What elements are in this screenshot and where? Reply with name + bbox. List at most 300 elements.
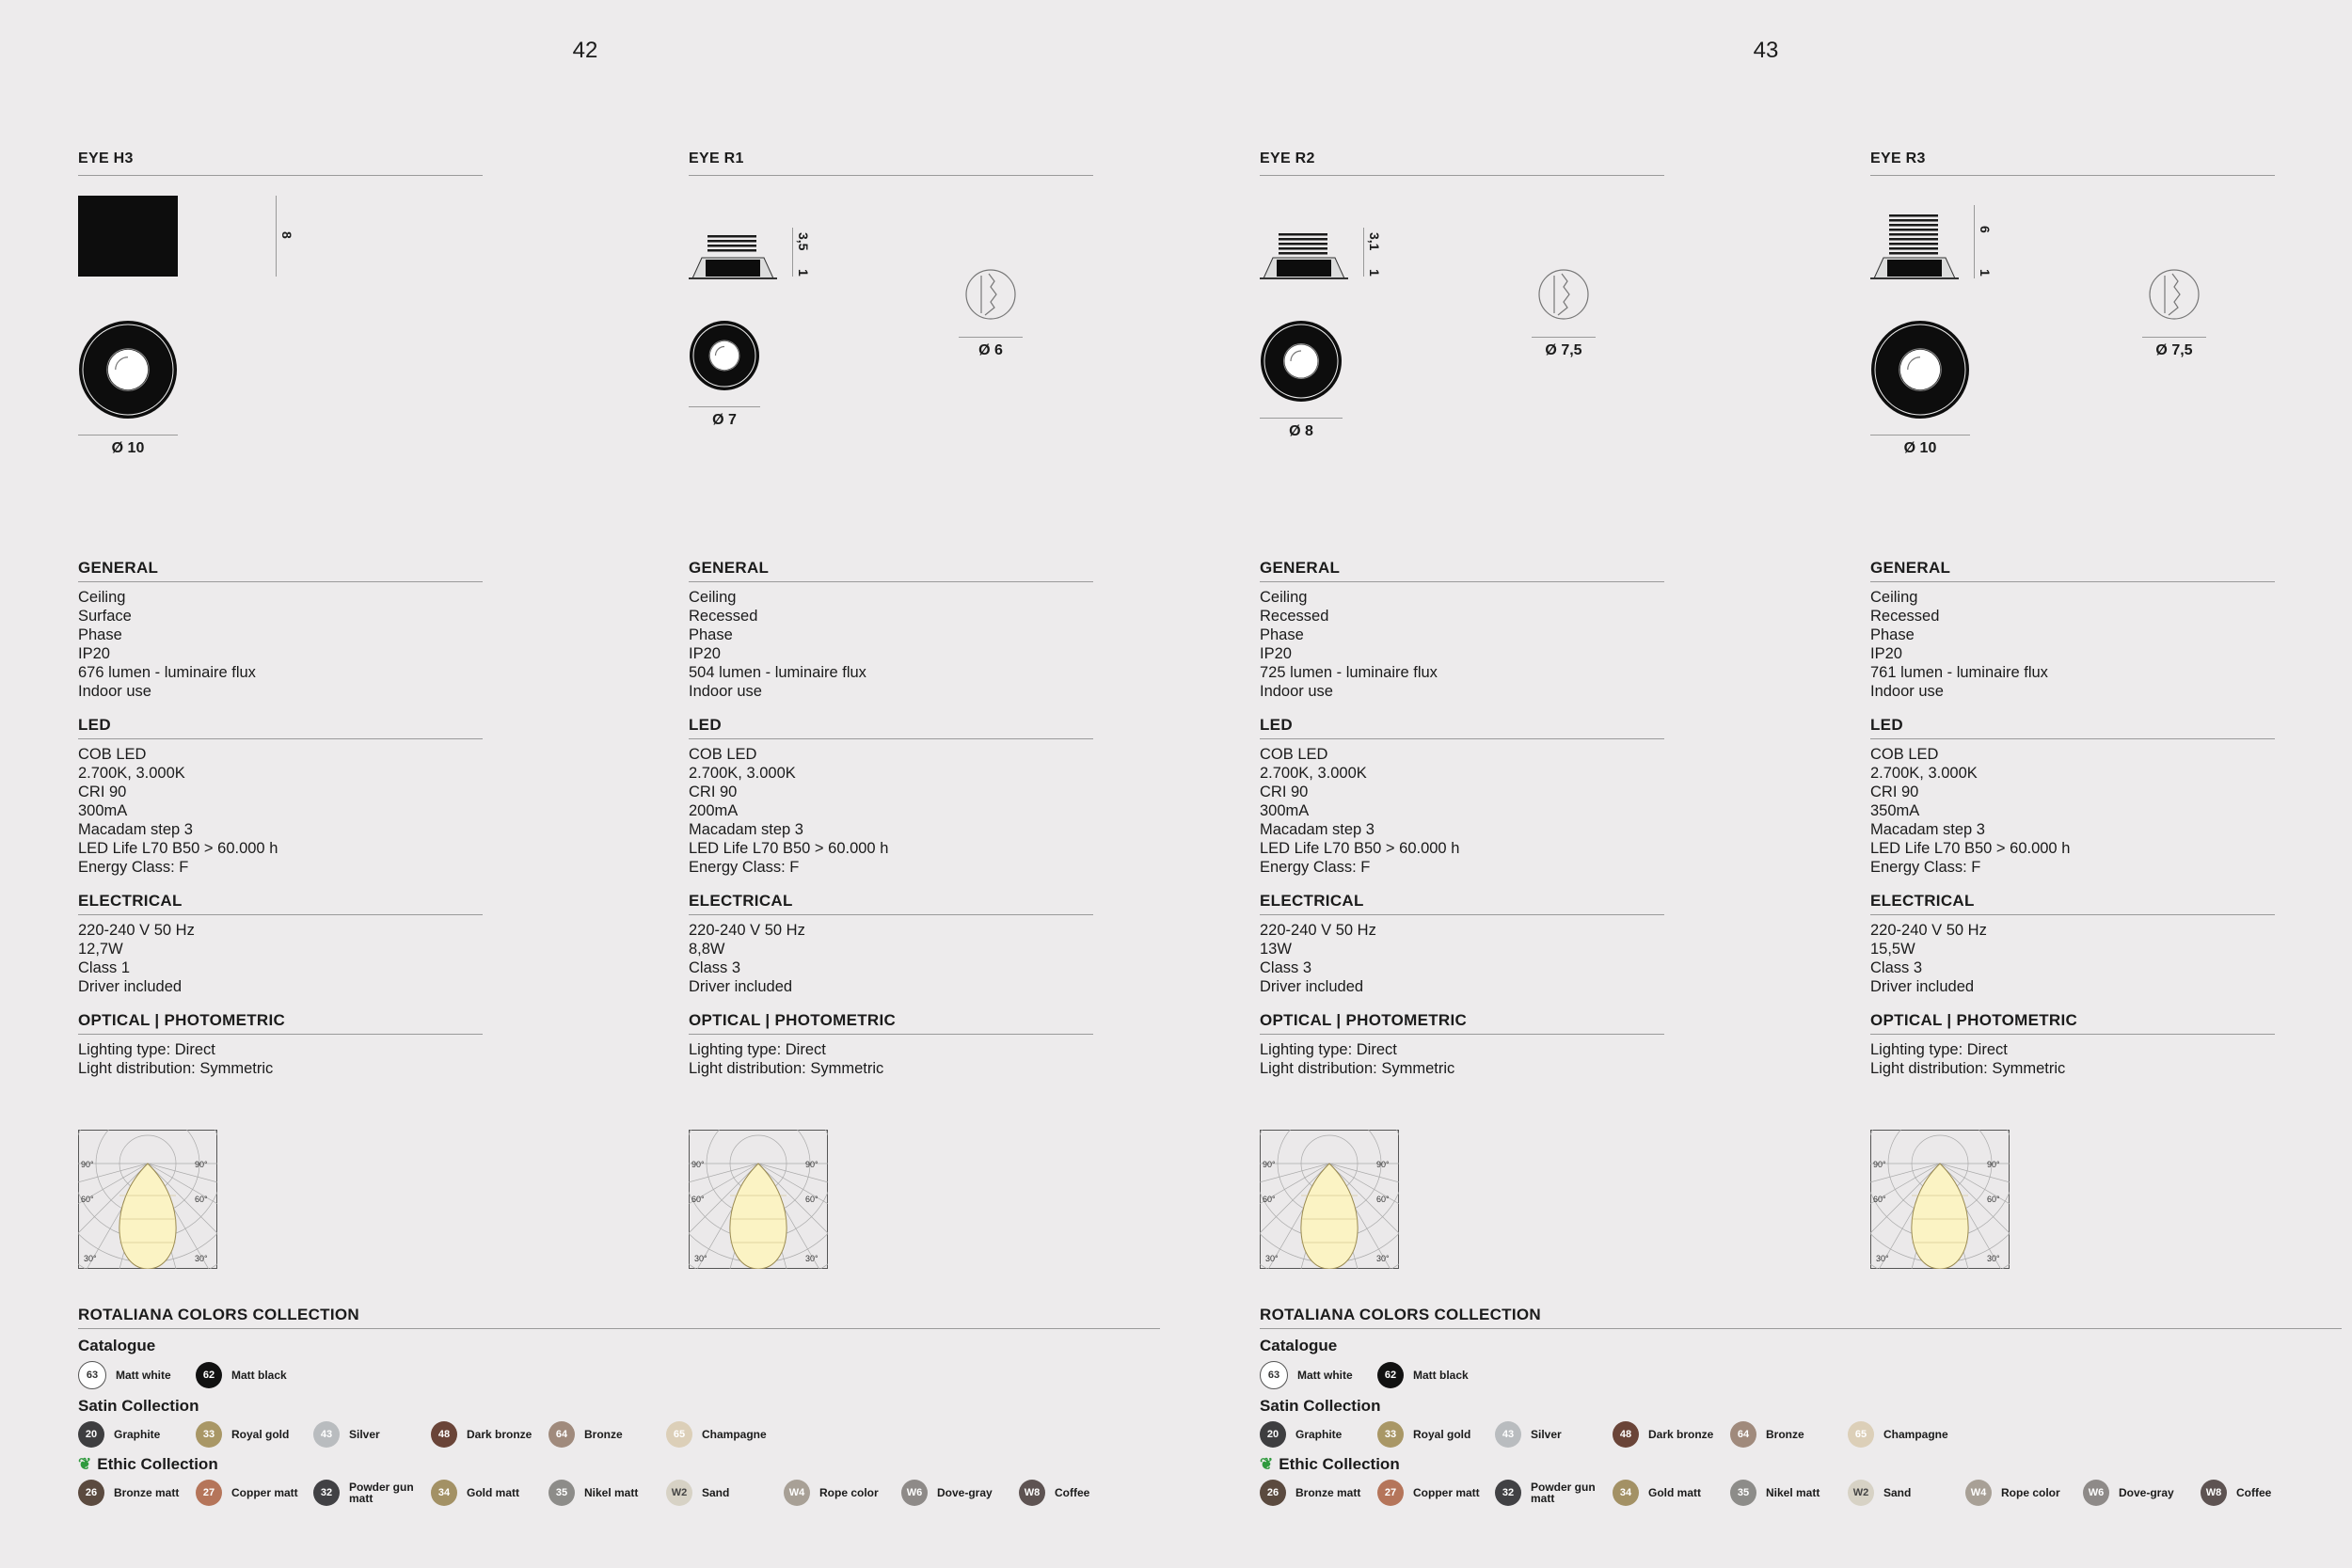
swatch-name: Bronze matt	[114, 1486, 180, 1499]
spec-line: Lighting type: Direct	[1870, 1041, 2008, 1058]
color-swatch	[78, 1421, 196, 1448]
swatch-circle: 27	[1377, 1480, 1404, 1506]
swatch-circle: 63	[1260, 1361, 1288, 1389]
spec-line: 220-240 V 50 Hz	[689, 922, 805, 939]
swatch-name: Royal gold	[1413, 1428, 1471, 1441]
polar-angle-label: 60°	[81, 1195, 94, 1204]
color-swatch	[1730, 1480, 1848, 1506]
dimension-line	[792, 228, 793, 277]
spec-line: Energy Class: F	[1260, 859, 1371, 876]
product-name: EYE H3	[78, 150, 483, 176]
spec-line: Ceiling	[78, 589, 126, 606]
polar-angle-label: 90°	[1873, 1160, 1886, 1169]
product-title-block	[78, 150, 483, 176]
spec-section-led	[78, 716, 483, 877]
swatch-circle: W2	[666, 1480, 692, 1506]
polar-angle-label: 30°	[84, 1254, 97, 1263]
height-dimension-label: 8	[279, 231, 294, 239]
front-view-drawing	[689, 320, 760, 396]
colors-collection-title: ROTALIANA COLORS COLLECTION	[78, 1306, 1160, 1329]
swatch-name: Champagne	[1883, 1428, 1948, 1441]
swatch-circle: 26	[78, 1480, 104, 1506]
product-name: EYE R1	[689, 150, 1093, 176]
height-dimension-label: 6	[1978, 226, 1993, 233]
photometric-polar-diagram	[1260, 1130, 1399, 1269]
spec-line: 12,7W	[78, 941, 123, 958]
swatch-name: Matt white	[116, 1369, 171, 1382]
spec-line: Driver included	[689, 978, 793, 995]
swatch-circle: 32	[1495, 1480, 1521, 1506]
spec-line: Light distribution: Symmetric	[689, 1060, 884, 1077]
swatch-name: Dark bronze	[1648, 1428, 1714, 1441]
section-heading: GENERAL	[1260, 559, 1664, 582]
swatch-circle: 33	[196, 1421, 222, 1448]
spec-line: Phase	[78, 626, 122, 643]
color-swatch	[1377, 1480, 1495, 1506]
polar-angle-label: 90°	[81, 1160, 94, 1169]
color-swatch	[78, 1480, 196, 1506]
spec-line: Driver included	[1870, 978, 1975, 995]
spec-line: 676 lumen - luminaire flux	[78, 664, 256, 681]
spec-section-electrical	[689, 892, 1093, 996]
height-dimension-label: 3,1	[1367, 232, 1382, 251]
swatch-circle: W4	[1965, 1480, 1992, 1506]
color-swatch	[1848, 1421, 1965, 1448]
color-swatch	[196, 1421, 313, 1448]
cutout-diameter-label: Ø 6	[959, 337, 1023, 359]
colors-section-right	[1260, 1306, 2342, 1506]
polar-angle-label: 60°	[691, 1195, 705, 1204]
specifications-block	[78, 559, 483, 1093]
diameter-label: Ø 7	[689, 406, 760, 429]
color-swatch	[431, 1480, 548, 1506]
color-swatch	[313, 1421, 431, 1448]
spec-line: 761 lumen - luminaire flux	[1870, 664, 2048, 681]
polar-angle-label: 90°	[1987, 1160, 2000, 1169]
spec-section-electrical	[1870, 892, 2275, 996]
swatch-circle: 20	[78, 1421, 104, 1448]
swatch-circle: 32	[313, 1480, 340, 1506]
color-swatch	[196, 1362, 313, 1388]
photometric-polar-diagram	[689, 1130, 828, 1269]
swatch-circle: 63	[78, 1361, 106, 1389]
side-view-drawing	[689, 235, 792, 287]
spec-line: Macadam step 3	[78, 821, 193, 838]
swatch-circle: 65	[1848, 1421, 1874, 1448]
spec-section-led	[1870, 716, 2275, 877]
spec-line: CRI 90	[689, 784, 738, 800]
spec-line: Indoor use	[1260, 683, 1333, 700]
ethic-collection-label	[1260, 1455, 2342, 1474]
dimension-line	[1363, 228, 1364, 277]
ethic-swatch-row	[1260, 1480, 2342, 1506]
catalogue-label: Catalogue	[1260, 1337, 1338, 1354]
swatch-name: Bronze	[1766, 1428, 1804, 1441]
section-heading: GENERAL	[689, 559, 1093, 582]
collection-label-text: Ethic Collection	[97, 1455, 218, 1473]
spec-section-general	[1260, 559, 1664, 701]
section-heading: GENERAL	[78, 559, 483, 582]
swatch-name: Silver	[1531, 1428, 1562, 1441]
swatch-name: Powder gun matt	[349, 1481, 414, 1505]
product-title-block	[689, 150, 1093, 176]
specifications-block	[689, 559, 1093, 1093]
cutout-diameter-label: Ø 7,5	[2142, 337, 2206, 359]
spec-line: Light distribution: Symmetric	[1260, 1060, 1455, 1077]
color-swatch	[1495, 1421, 1613, 1448]
swatch-name: Nikel matt	[1766, 1486, 1820, 1499]
swatch-circle: W2	[1848, 1480, 1874, 1506]
cutout-hole-icon	[964, 268, 1017, 325]
swatch-circle: W8	[1019, 1480, 1045, 1506]
photometric-polar-diagram	[1870, 1130, 2010, 1269]
cutout-hole-icon	[1537, 268, 1590, 325]
color-swatch	[1019, 1480, 1136, 1506]
spec-line: COB LED	[1260, 746, 1328, 763]
polar-angle-label: 30°	[1376, 1254, 1390, 1263]
swatch-circle: W4	[784, 1480, 810, 1506]
polar-angle-label: 30°	[1876, 1254, 1889, 1263]
colors-section-left	[78, 1306, 1160, 1506]
spec-line: Phase	[689, 626, 733, 643]
section-heading: ELECTRICAL	[1260, 892, 1664, 915]
swatch-name: Bronze	[584, 1428, 623, 1441]
swatch-circle: 33	[1377, 1421, 1404, 1448]
swatch-circle: 65	[666, 1421, 692, 1448]
color-swatch	[313, 1480, 431, 1506]
spec-line: 725 lumen - luminaire flux	[1260, 664, 1438, 681]
spec-line: Macadam step 3	[689, 821, 803, 838]
spec-line: LED Life L70 B50 > 60.000 h	[1870, 840, 2071, 857]
color-swatch	[2201, 1480, 2318, 1506]
satin-swatch-row	[1260, 1421, 2342, 1448]
front-view-drawing	[1260, 320, 1343, 407]
satin-collection-label	[1260, 1397, 2342, 1416]
swatch-name: Copper matt	[231, 1486, 298, 1499]
color-swatch	[1260, 1421, 1377, 1448]
swatch-circle: 43	[313, 1421, 340, 1448]
catalogue-swatch-row	[78, 1361, 1160, 1389]
swatch-circle: 48	[431, 1421, 457, 1448]
color-swatch	[78, 1361, 196, 1389]
spec-line: 350mA	[1870, 802, 1920, 819]
colors-collection-title: ROTALIANA COLORS COLLECTION	[1260, 1306, 2342, 1329]
spec-line: 2.700K, 3.000K	[78, 765, 185, 782]
section-heading: OPTICAL | PHOTOMETRIC	[1870, 1011, 2275, 1035]
color-swatch	[1260, 1361, 1377, 1389]
spec-line: 300mA	[1260, 802, 1310, 819]
spec-line: Ceiling	[689, 589, 737, 606]
spec-line: IP20	[1260, 645, 1292, 662]
swatch-name: Nikel matt	[584, 1486, 639, 1499]
color-swatch	[1848, 1480, 1965, 1506]
swatch-name: Matt black	[231, 1369, 287, 1382]
swatch-name: Graphite	[114, 1428, 161, 1441]
swatch-name: Dark bronze	[467, 1428, 532, 1441]
spec-line: 2.700K, 3.000K	[1260, 765, 1367, 782]
swatch-circle: 48	[1613, 1421, 1639, 1448]
color-swatch	[901, 1480, 1019, 1506]
swatch-circle: W8	[2201, 1480, 2227, 1506]
swatch-circle: 20	[1260, 1421, 1286, 1448]
polar-angle-label: 90°	[805, 1160, 818, 1169]
front-view-drawing	[78, 320, 178, 424]
spec-line: Indoor use	[689, 683, 762, 700]
swatch-circle: 27	[196, 1480, 222, 1506]
product-title-block	[1870, 150, 2275, 176]
spec-line: 200mA	[689, 802, 739, 819]
spec-line: Indoor use	[78, 683, 151, 700]
spec-line: COB LED	[689, 746, 757, 763]
flange-dimension-label: 1	[1978, 269, 1993, 277]
swatch-circle: 64	[548, 1421, 575, 1448]
polar-angle-label: 60°	[195, 1195, 208, 1204]
color-swatch	[666, 1480, 784, 1506]
spec-line: Recessed	[1870, 608, 1940, 625]
polar-angle-label: 90°	[1376, 1160, 1390, 1169]
color-swatch	[548, 1480, 666, 1506]
spec-line: Class 1	[78, 959, 131, 976]
swatch-name: Rope color	[819, 1486, 879, 1499]
spec-line: 2.700K, 3.000K	[689, 765, 796, 782]
spec-line: Phase	[1260, 626, 1304, 643]
spec-line: CRI 90	[78, 784, 127, 800]
page-number-left: 42	[572, 38, 598, 63]
spec-line: 300mA	[78, 802, 128, 819]
spec-line: 2.700K, 3.000K	[1870, 765, 1978, 782]
catalogue-label: Catalogue	[78, 1337, 156, 1354]
swatch-circle: 34	[431, 1480, 457, 1506]
section-heading: OPTICAL | PHOTOMETRIC	[1260, 1011, 1664, 1035]
polar-angle-label: 60°	[1263, 1195, 1276, 1204]
spec-line: Energy Class: F	[1870, 859, 1981, 876]
spec-line: Energy Class: F	[78, 859, 189, 876]
spec-line: COB LED	[1870, 746, 1939, 763]
diameter-label: Ø 10	[78, 435, 178, 457]
flange-dimension-label: 1	[796, 269, 811, 277]
swatch-name: Champagne	[702, 1428, 767, 1441]
section-heading: LED	[1870, 716, 2275, 739]
spec-line: 504 lumen - luminaire flux	[689, 664, 866, 681]
leaf-icon: ❦	[1260, 1455, 1274, 1473]
section-heading: ELECTRICAL	[1870, 892, 2275, 915]
swatch-name: Sand	[702, 1486, 730, 1499]
swatch-name: Gold matt	[467, 1486, 519, 1499]
color-swatch	[1377, 1362, 1495, 1388]
spec-line: 15,5W	[1870, 941, 1915, 958]
section-heading: OPTICAL | PHOTOMETRIC	[78, 1011, 483, 1035]
spec-line: Phase	[1870, 626, 1915, 643]
page-number-right: 43	[1753, 38, 1779, 63]
section-heading: OPTICAL | PHOTOMETRIC	[689, 1011, 1093, 1035]
spec-section-optical	[1260, 1011, 1664, 1078]
color-swatch	[2083, 1480, 2201, 1506]
swatch-name: Powder gun matt	[1531, 1481, 1596, 1505]
spec-section-optical	[1870, 1011, 2275, 1078]
section-heading: LED	[689, 716, 1093, 739]
polar-angle-label: 30°	[1987, 1254, 2000, 1263]
spec-line: Class 3	[689, 959, 741, 976]
spec-line: IP20	[78, 645, 110, 662]
spec-line: Driver included	[78, 978, 183, 995]
spec-section-general	[1870, 559, 2275, 701]
polar-angle-label: 90°	[1263, 1160, 1276, 1169]
specifications-block	[1870, 559, 2275, 1093]
swatch-circle: 43	[1495, 1421, 1521, 1448]
polar-angle-label: 60°	[1987, 1195, 2000, 1204]
swatch-name: Rope color	[2001, 1486, 2060, 1499]
color-swatch	[1613, 1421, 1730, 1448]
color-swatch	[1730, 1421, 1848, 1448]
swatch-circle: 62	[196, 1362, 222, 1388]
spec-line: COB LED	[78, 746, 147, 763]
spec-line: Class 3	[1260, 959, 1312, 976]
spec-line: 8,8W	[689, 941, 725, 958]
product-title-block	[1260, 150, 1664, 176]
swatch-circle: W6	[901, 1480, 928, 1506]
color-swatch	[784, 1480, 901, 1506]
polar-angle-label: 60°	[805, 1195, 818, 1204]
spec-line: Ceiling	[1260, 589, 1308, 606]
swatch-name: Gold matt	[1648, 1486, 1701, 1499]
spec-section-led	[1260, 716, 1664, 877]
spec-line: Recessed	[689, 608, 758, 625]
spec-line: 220-240 V 50 Hz	[1260, 922, 1376, 939]
spec-section-optical	[689, 1011, 1093, 1078]
cutout-hole-icon	[2148, 268, 2201, 325]
swatch-circle: 35	[548, 1480, 575, 1506]
section-heading: LED	[1260, 716, 1664, 739]
collection-label-text: Satin Collection	[1260, 1397, 1381, 1415]
spec-line: 13W	[1260, 941, 1292, 958]
swatch-name: Dove-gray	[937, 1486, 993, 1499]
spec-line: LED Life L70 B50 > 60.000 h	[689, 840, 889, 857]
color-swatch	[548, 1421, 666, 1448]
front-view-drawing	[1870, 320, 1970, 424]
swatch-name: Coffee	[1055, 1486, 1090, 1499]
polar-angle-label: 30°	[1265, 1254, 1279, 1263]
swatch-circle: 62	[1377, 1362, 1404, 1388]
swatch-name: Bronze matt	[1295, 1486, 1361, 1499]
section-heading: ELECTRICAL	[689, 892, 1093, 915]
collection-label-text: Ethic Collection	[1279, 1455, 1400, 1473]
spec-line: CRI 90	[1260, 784, 1309, 800]
swatch-name: Silver	[349, 1428, 380, 1441]
section-heading: ELECTRICAL	[78, 892, 483, 915]
swatch-name: Coffee	[2236, 1486, 2272, 1499]
swatch-circle: 26	[1260, 1480, 1286, 1506]
spec-line: LED Life L70 B50 > 60.000 h	[78, 840, 278, 857]
leaf-icon: ❦	[78, 1455, 92, 1473]
spec-section-optical	[78, 1011, 483, 1078]
spec-section-electrical	[1260, 892, 1664, 996]
spec-line: Energy Class: F	[689, 859, 800, 876]
spec-line: Class 3	[1870, 959, 1923, 976]
swatch-name: Graphite	[1295, 1428, 1343, 1441]
swatch-circle: 34	[1613, 1480, 1639, 1506]
spec-line: Indoor use	[1870, 683, 1944, 700]
cutout-diameter-label: Ø 7,5	[1532, 337, 1596, 359]
flange-dimension-label: 1	[1367, 269, 1382, 277]
height-dimension-label: 3,5	[796, 232, 811, 251]
polar-angle-label: 30°	[694, 1254, 707, 1263]
polar-angle-label: 30°	[195, 1254, 208, 1263]
polar-angle-label: 30°	[805, 1254, 818, 1263]
side-view-drawing	[78, 194, 182, 283]
swatch-name: Dove-gray	[2119, 1486, 2174, 1499]
swatch-name: Sand	[1883, 1486, 1912, 1499]
spec-line: IP20	[1870, 645, 1902, 662]
dimension-line	[1974, 205, 1975, 278]
polar-angle-label: 90°	[691, 1160, 705, 1169]
spec-line: Macadam step 3	[1870, 821, 1985, 838]
spec-line: Macadam step 3	[1260, 821, 1375, 838]
polar-angle-label: 60°	[1873, 1195, 1886, 1204]
color-swatch	[1260, 1480, 1377, 1506]
spec-line: Ceiling	[1870, 589, 1918, 606]
spec-line: LED Life L70 B50 > 60.000 h	[1260, 840, 1460, 857]
spec-line: 220-240 V 50 Hz	[78, 922, 195, 939]
dimension-line	[276, 196, 277, 277]
diameter-label: Ø 8	[1260, 418, 1343, 440]
color-swatch	[1965, 1480, 2083, 1506]
color-swatch	[666, 1421, 784, 1448]
spec-section-electrical	[78, 892, 483, 996]
spec-line: IP20	[689, 645, 721, 662]
swatch-name: Matt black	[1413, 1369, 1469, 1382]
color-swatch	[1495, 1480, 1613, 1506]
collection-label-text: Satin Collection	[78, 1397, 199, 1415]
spec-line: Light distribution: Symmetric	[78, 1060, 274, 1077]
spec-section-general	[78, 559, 483, 701]
spec-line: Recessed	[1260, 608, 1329, 625]
polar-angle-label: 60°	[1376, 1195, 1390, 1204]
spec-section-general	[689, 559, 1093, 701]
spec-line: Lighting type: Direct	[689, 1041, 826, 1058]
swatch-circle: 64	[1730, 1421, 1756, 1448]
side-view-drawing	[1260, 233, 1363, 287]
catalogue-swatch-row	[1260, 1361, 2342, 1389]
satin-swatch-row	[78, 1421, 1160, 1448]
spec-line: CRI 90	[1870, 784, 1919, 800]
side-view-drawing	[1870, 214, 1974, 287]
section-heading: GENERAL	[1870, 559, 2275, 582]
swatch-circle: 35	[1730, 1480, 1756, 1506]
product-name: EYE R3	[1870, 150, 2275, 176]
spec-line: 220-240 V 50 Hz	[1870, 922, 1987, 939]
swatch-name: Copper matt	[1413, 1486, 1480, 1499]
specifications-block	[1260, 559, 1664, 1093]
spec-line: Lighting type: Direct	[78, 1041, 215, 1058]
polar-angle-label: 90°	[195, 1160, 208, 1169]
photometric-polar-diagram	[78, 1130, 217, 1269]
spec-line: Lighting type: Direct	[1260, 1041, 1397, 1058]
ethic-swatch-row	[78, 1480, 1160, 1506]
swatch-circle: W6	[2083, 1480, 2109, 1506]
color-swatch	[196, 1480, 313, 1506]
satin-collection-label	[78, 1397, 1160, 1416]
color-swatch	[1377, 1421, 1495, 1448]
swatch-name: Matt white	[1297, 1369, 1353, 1382]
swatch-name: Royal gold	[231, 1428, 290, 1441]
spec-line: Light distribution: Symmetric	[1870, 1060, 2066, 1077]
section-heading: LED	[78, 716, 483, 739]
spec-line: Driver included	[1260, 978, 1364, 995]
ethic-collection-label	[78, 1455, 1160, 1474]
spec-line: Surface	[78, 608, 132, 625]
spec-section-led	[689, 716, 1093, 877]
product-name: EYE R2	[1260, 150, 1664, 176]
